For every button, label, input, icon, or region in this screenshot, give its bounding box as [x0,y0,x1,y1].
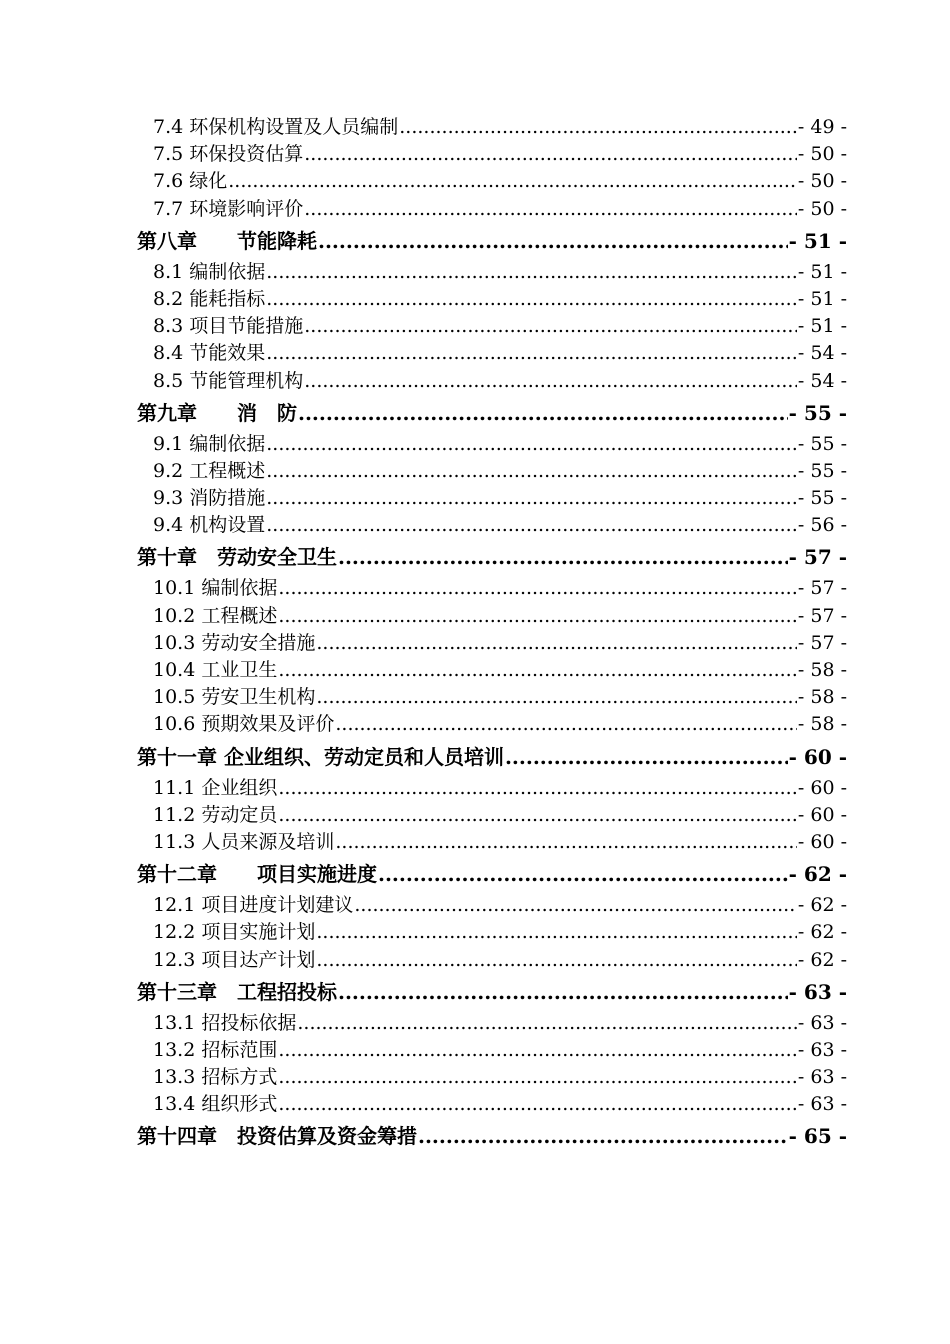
toc-section-entry[interactable] [137,630,847,657]
toc-chapter-entry[interactable] [137,856,847,892]
toc-entry-page: - 51 - [797,315,847,338]
toc-entry-page: - 60 - [797,776,847,799]
toc-section-entry[interactable] [137,1064,847,1091]
toc-leader-dots [316,947,797,974]
toc-entry-page: - 56 - [797,514,847,537]
toc-leader-dots [304,368,797,395]
toc-entry-page: - 50 - [797,197,847,220]
toc-entry-page: - 57 - [788,545,847,570]
toc-leader-dots [228,168,797,195]
toc-section-entry[interactable] [137,575,847,602]
toc-entry-page: - 63 - [797,1038,847,1061]
toc-section-entry[interactable] [137,286,847,313]
toc-entry-page: - 60 - [797,830,847,853]
toc-entry-title: 11.3 人员来源及培训 [153,830,335,853]
toc-entry-page: - 54 - [797,369,847,392]
toc-section-entry[interactable] [137,1010,847,1037]
toc-entry-title: 13.2 招标范围 [153,1038,278,1061]
toc-entry-title: 13.1 招投标依据 [153,1011,297,1034]
toc-leader-dots [266,431,797,458]
toc-entry-page: - 62 - [797,921,847,944]
toc-leader-dots [266,286,797,313]
toc-leader-dots [278,802,797,829]
toc-leader-dots [266,259,797,286]
toc-leader-dots [278,1064,797,1091]
toc-section-entry[interactable] [137,168,847,195]
toc-entry-title: 12.2 项目实施计划 [153,921,316,944]
toc-entry-page: - 55 - [797,487,847,510]
toc-leader-dots [278,657,797,684]
toc-entry-page: - 62 - [788,862,847,887]
toc-chapter-entry[interactable] [137,395,847,431]
toc-entry-title: 第十一章 企业组织、劳动定员和人员培训 [137,744,504,769]
toc-entry-page: - 63 - [788,979,847,1004]
toc-section-entry[interactable] [137,1091,847,1118]
toc-section-entry[interactable] [137,340,847,367]
toc-entry-title: 12.1 项目进度计划建议 [153,894,354,917]
toc-entry-page: - 55 - [788,400,847,425]
toc-leader-dots [304,141,797,168]
toc-entry-title: 10.5 劳安卫生机构 [153,686,316,709]
toc-leader-dots [278,603,797,630]
toc-entry-page: - 63 - [797,1093,847,1116]
toc-chapter-entry[interactable] [137,1118,847,1154]
toc-chapter-entry[interactable] [137,539,847,575]
toc-entry-title: 11.2 劳动定员 [153,803,278,826]
toc-leader-dots [266,458,797,485]
toc-leader-dots [418,1118,788,1154]
toc-entry-title: 10.1 编制依据 [153,577,278,600]
toc-leader-dots [318,223,788,259]
toc-leader-dots [278,775,797,802]
toc-section-entry[interactable] [137,368,847,395]
toc-entry-title: 8.3 项目节能措施 [153,315,304,338]
toc-section-entry[interactable] [137,512,847,539]
toc-chapter-entry[interactable] [137,739,847,775]
toc-leader-dots [335,711,797,738]
toc-section-entry[interactable] [137,775,847,802]
toc-leader-dots [266,485,797,512]
toc-leader-dots [354,892,797,919]
toc-leader-dots [505,739,788,775]
toc-entry-page: - 63 - [797,1011,847,1034]
toc-leader-dots [266,512,797,539]
toc-entry-title: 第十四章 投资估算及资金筹措 [137,1124,417,1149]
toc-section-entry[interactable] [137,711,847,738]
toc-section-entry[interactable] [137,684,847,711]
toc-entry-title: 8.5 节能管理机构 [153,369,304,392]
toc-section-entry[interactable] [137,802,847,829]
toc-entry-title: 第八章 节能降耗 [137,228,317,253]
toc-entry-page: - 49 - [797,116,847,138]
toc-entry-page: - 51 - [797,260,847,283]
toc-entry-title: 8.2 能耗指标 [153,287,266,310]
toc-entry-page: - 57 - [797,631,847,654]
toc-entry-page: - 51 - [788,228,847,253]
toc-section-entry[interactable] [137,458,847,485]
toc-section-entry[interactable] [137,313,847,340]
toc-entry-page: - 65 - [788,1124,847,1149]
toc-section-entry[interactable] [137,892,847,919]
toc-entry-title: 7.7 环境影响评价 [153,197,304,220]
toc-section-entry[interactable] [137,259,847,286]
toc-entry-title: 第九章 消 防 [137,400,297,425]
toc-section-entry[interactable] [137,141,847,168]
toc-entry-page: - 57 - [797,577,847,600]
toc-entry-title: 10.3 劳动安全措施 [153,631,316,654]
toc-entry-title: 9.4 机构设置 [153,514,266,537]
toc-entry-page: - 63 - [797,1066,847,1089]
toc-leader-dots [304,196,797,223]
toc-leader-dots [278,1091,797,1118]
toc-chapter-entry[interactable] [137,974,847,1010]
toc-section-entry[interactable] [137,114,847,141]
table-of-contents [137,114,847,1154]
toc-entry-title: 8.1 编制依据 [153,260,266,283]
toc-entry-page: - 58 - [797,713,847,736]
toc-entry-title: 13.4 组织形式 [153,1093,278,1116]
toc-entry-page: - 58 - [797,686,847,709]
toc-leader-dots [316,630,797,657]
toc-leader-dots [399,114,797,141]
toc-entry-title: 8.4 节能效果 [153,342,266,365]
toc-entry-title: 7.5 环保投资估算 [153,143,304,166]
toc-entry-page: - 57 - [797,604,847,627]
toc-entry-page: - 50 - [797,143,847,166]
toc-entry-title: 7.4 环保机构设置及人员编制 [153,116,399,138]
toc-entry-title: 12.3 项目达产计划 [153,948,316,971]
toc-entry-title: 9.1 编制依据 [153,432,266,455]
toc-leader-dots [316,684,797,711]
toc-entry-page: - 54 - [797,342,847,365]
toc-leader-dots [278,575,797,602]
toc-leader-dots [266,340,797,367]
toc-entry-title: 11.1 企业组织 [153,776,278,799]
toc-entry-title: 10.6 预期效果及评价 [153,713,335,736]
toc-section-entry[interactable] [137,829,847,856]
toc-leader-dots [338,974,788,1010]
toc-entry-page: - 58 - [797,659,847,681]
toc-leader-dots [338,539,788,575]
toc-entry-page: - 55 - [797,459,847,482]
toc-entry-title: 13.3 招标方式 [153,1066,278,1089]
toc-leader-dots [304,313,797,340]
toc-section-entry[interactable] [137,603,847,630]
toc-section-entry[interactable] [137,919,847,946]
toc-section-entry[interactable] [137,947,847,974]
toc-entry-page: - 60 - [788,744,847,769]
toc-entry-page: - 51 - [797,287,847,310]
toc-leader-dots [278,1037,797,1064]
toc-entry-title: 10.4 工业卫生 [153,659,278,681]
toc-leader-dots [316,919,797,946]
toc-entry-page: - 50 - [797,170,847,193]
toc-entry-title: 第十章 劳动安全卫生 [137,545,337,570]
toc-chapter-entry[interactable] [137,223,847,259]
toc-entry-page: - 62 - [797,948,847,971]
toc-entry-title: 7.6 绿化 [153,170,228,193]
toc-entry-title: 第十二章 项目实施进度 [137,862,377,887]
toc-entry-title: 10.2 工程概述 [153,604,278,627]
toc-entry-title: 9.2 工程概述 [153,459,266,482]
toc-entry-title: 第十三章 工程招投标 [137,979,337,1004]
toc-entry-page: - 55 - [797,432,847,455]
toc-leader-dots [297,1010,797,1037]
toc-section-entry[interactable] [137,657,847,684]
toc-entry-title: 9.3 消防措施 [153,487,266,510]
toc-section-entry[interactable] [137,1037,847,1064]
toc-section-entry[interactable] [137,431,847,458]
toc-entry-page: - 62 - [797,894,847,917]
toc-leader-dots [378,856,788,892]
toc-section-entry[interactable] [137,196,847,223]
toc-entry-page: - 60 - [797,803,847,826]
toc-leader-dots [335,829,797,856]
toc-leader-dots [298,395,788,431]
toc-section-entry[interactable] [137,485,847,512]
